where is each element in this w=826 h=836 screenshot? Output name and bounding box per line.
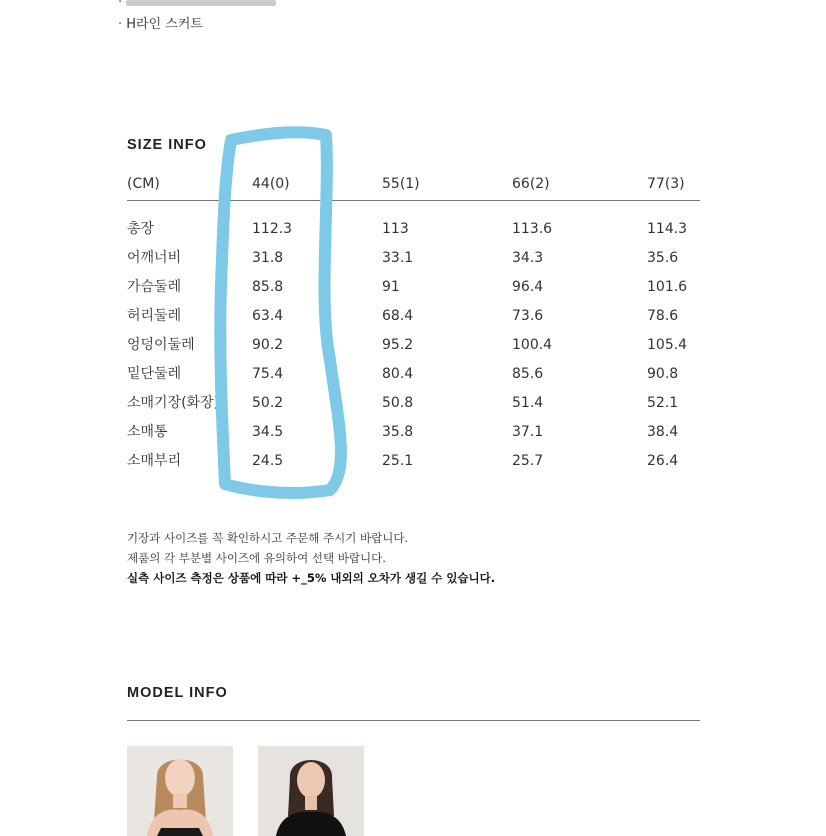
note-3-bold: 실측 사이즈 측정은 상품에 따라 +_5% 내외의 오차가 생길 수 있습니다. [127,571,496,585]
measurement-value: 90.2 [252,337,284,353]
measurement-value: 38.4 [647,424,679,440]
measurement-label: 소매통 [127,424,168,440]
model-info-title: MODEL INFO [127,685,228,701]
measurement-value: 75.4 [252,366,284,382]
model-photo-1[interactable] [127,746,233,836]
measurement-value: 105.4 [647,337,688,353]
model-photo-2[interactable] [258,746,364,836]
size-header-55: 55(1) [382,176,420,192]
measurement-value: 26.4 [647,453,679,469]
measurement-value: 91 [382,279,400,295]
measurement-value: 101.6 [647,279,688,295]
size-notes [127,528,495,588]
measurement-value: 73.6 [512,308,544,324]
measurement-value: 113.6 [512,221,553,237]
measurement-value: 112.3 [252,221,293,237]
measurement-value: 35.6 [647,250,679,266]
measurement-value: 63.4 [252,308,284,324]
measurement-value: 100.4 [512,337,553,353]
measurement-value: 35.8 [382,424,414,440]
measurement-label: 총장 [127,221,155,237]
measurement-value: 114.3 [647,221,688,237]
measurement-value: 51.4 [512,395,544,411]
measurement-value: 78.6 [647,308,679,324]
measurement-value: 24.5 [252,453,284,469]
model-divider [127,720,700,721]
note-2: 제품의 각 부분별 사이즈에 유의하여 선택 바랍니다. [127,551,386,565]
measurement-value: 85.8 [252,279,284,295]
measurement-value: 95.2 [382,337,414,353]
measurement-value: 50.2 [252,395,284,411]
measurement-value: 25.7 [512,453,544,469]
size-header-44: 44(0) [252,176,290,192]
measurement-label: 가슴둘레 [127,279,182,295]
measurement-label: 허리둘레 [127,308,182,324]
size-header-77: 77(3) [647,176,685,192]
measurement-value: 96.4 [512,279,544,295]
measurement-value: 25.1 [382,453,414,469]
measurement-label: 어깨너비 [127,250,182,266]
feature-item: · H라인 스커트 [118,14,276,36]
measurement-value: 80.4 [382,366,414,382]
measurement-value: 37.1 [512,424,544,440]
note-1: 기장과 사이즈를 꼭 확인하시고 주문해 주시기 바랍니다. [127,531,409,545]
measurement-label: 소매기장(화장) [127,395,220,411]
measurement-value: 31.8 [252,250,284,266]
measurement-value: 33.1 [382,250,414,266]
measurement-value: 34.3 [512,250,544,266]
size-info-title: SIZE INFO [127,137,207,153]
measurement-value: 34.5 [252,424,284,440]
measurement-value: 113 [382,221,409,237]
measurement-value: 50.8 [382,395,414,411]
measurement-label: 소매부리 [127,453,182,469]
measurement-value: 52.1 [647,395,679,411]
unit-header: (CM) [127,176,160,192]
measurement-label: 엉덩이둘레 [127,337,195,353]
measurement-value: 90.8 [647,366,679,382]
measurement-value: 85.6 [512,366,544,382]
measurement-value: 68.4 [382,308,414,324]
measurement-label: 밑단둘레 [127,366,182,382]
size-header-66: 66(2) [512,176,550,192]
